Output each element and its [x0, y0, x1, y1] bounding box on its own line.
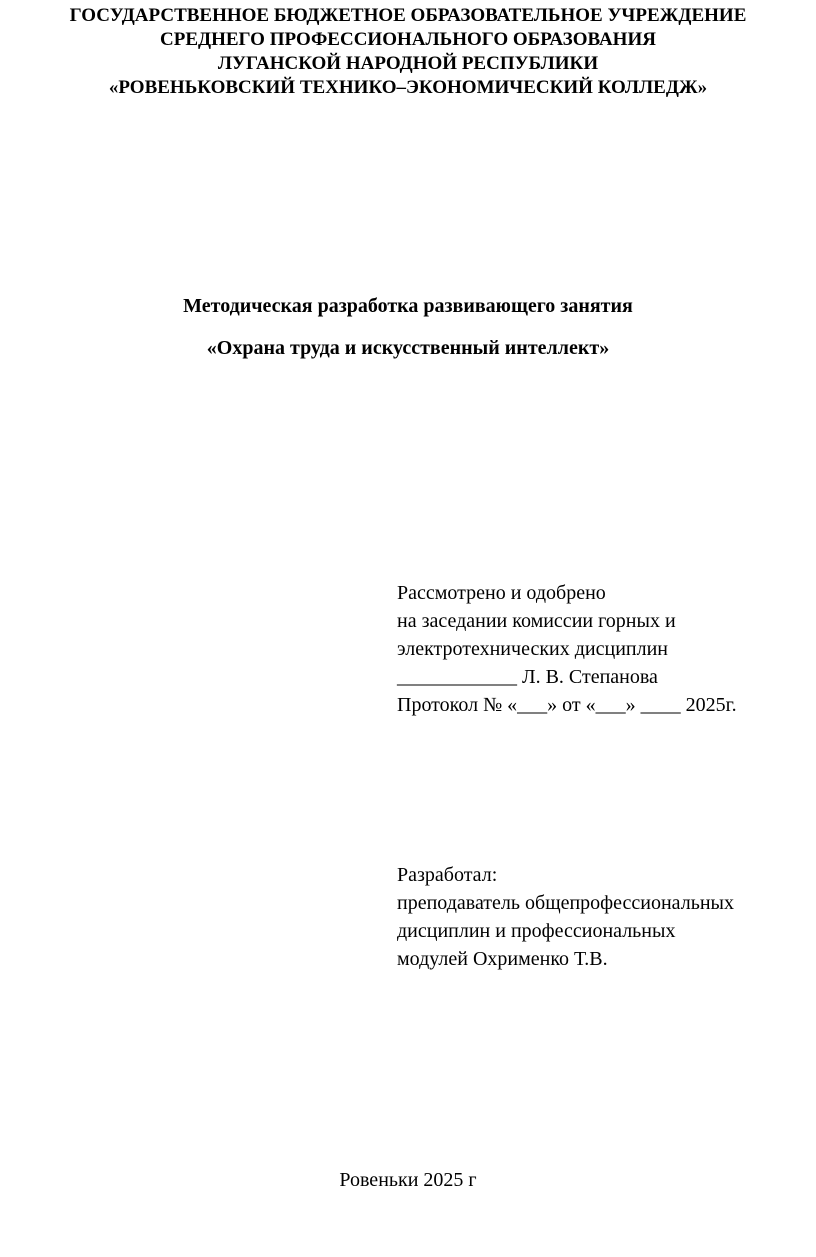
- developer-line: преподаватель общепрофессиональных: [397, 892, 734, 914]
- title-line-2: «Охрана труда и искусственный интеллект»: [206, 337, 610, 359]
- header-line: «РОВЕНЬКОВСКИЙ ТЕХНИКО–ЭКОНОМИЧЕСКИЙ КОЛЛЕДЖ»: [108, 77, 708, 98]
- approval-signature-line: ____________ Л. В. Степанова: [397, 666, 658, 688]
- header-line: ЛУГАНСКОЙ НАРОДНОЙ РЕСПУБЛИКИ: [217, 53, 599, 74]
- document-title: [0, 293, 816, 361]
- developer-line: Разработал:: [397, 864, 498, 886]
- approval-protocol-line: Протокол № «___» от «___» ____ 2025г.: [397, 694, 737, 716]
- institution-header: [0, 4, 816, 100]
- header-line: ГОСУДАРСТВЕННОЕ БЮДЖЕТНОЕ ОБРАЗОВАТЕЛЬНОЕ УЧРЕЖДЕНИЕ: [69, 5, 747, 26]
- header-line: СРЕДНЕГО ПРОФЕССИОНАЛЬНОГО ОБРАЗОВАНИЯ: [160, 29, 656, 50]
- approval-block: [397, 579, 737, 719]
- footer-place-year: Ровеньки 2025 г: [339, 1169, 477, 1191]
- approval-line: на заседании комиссии горных и: [397, 610, 676, 632]
- developer-block: [397, 861, 734, 973]
- approval-line: электротехнических дисциплин: [397, 638, 668, 660]
- approval-line: Рассмотрено и одобрено: [397, 582, 606, 604]
- title-line-1: Методическая разработка развивающего занятия: [183, 295, 633, 317]
- developer-line: модулей Охрименко Т.В.: [397, 948, 608, 970]
- developer-line: дисциплин и профессиональных: [397, 920, 676, 942]
